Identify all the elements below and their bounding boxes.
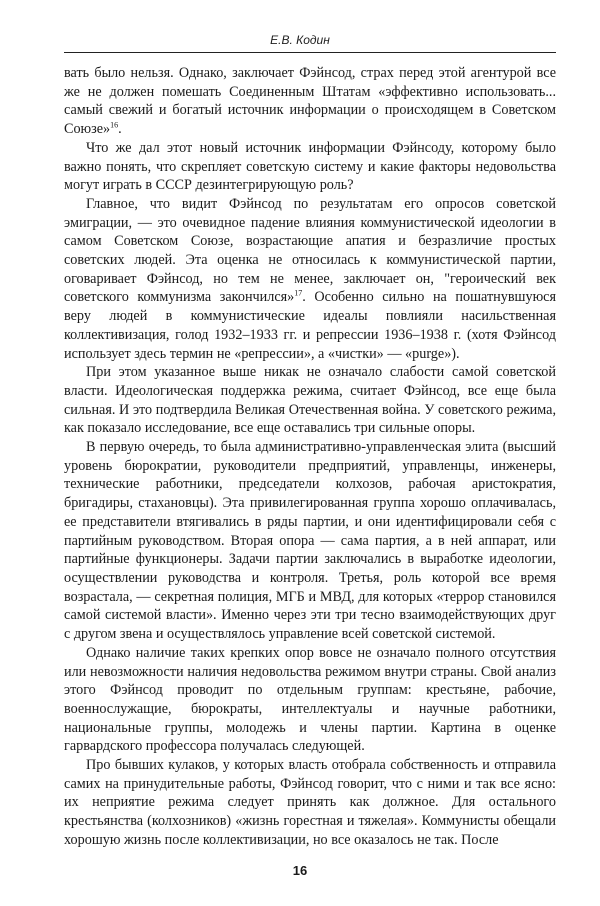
header-rule	[64, 52, 556, 53]
paragraph: Про бывших кулаков, у которых власть отобрала собственность и отправила самих на принудительные работы, Фэйнсод говорит, что с ними и так все ясно: их неприятие режима следует принять как должное. Для остального крестьянства (колхозников) «жизнь горестная и тяжелая». Коммунисты обещали хорошую жизнь после коллективизации, но все оказалось не так. После	[64, 757, 556, 848]
paragraph-text-tail: . Особенно сильно на пошатнувшуюся веру людей в коммунистические идеалы повлияли насильственная коллективизация, голод 1932–1933 гг. и репрессии 1936–1938 г. (хотя Фэйнсод использует здесь термин не «репрессии», а «чистки» — «purge»).	[64, 289, 556, 362]
page-number: 16	[292, 863, 308, 878]
paragraph: В первую очередь, то была административно-управленческая элита (высший уровень бюрократии, руководители предприятий, управленцы, инженеры, технические работники, председатели колхозов, рабочая аристократия, бригадиры, стахановцы). Эта привилегированная группа хорошо оплачивалась, ее представители втягивались в ряды партии, и они идентифицировали себя с партийным руководством. Вторая опора — сама партия, а в ней аппарат, или партийные функционеры. Задачи партии заключались в выработке идеологии, осуществлении руководства и контроля. Третья, роль которой все время возрастала, — секретная полиция, МГБ и МВД, для которых «террор становился самой системой власти». Именно через эти три тесно взаимодействующих друг с другом звена и осуществлялось управление всей советской системой.	[64, 439, 556, 643]
paragraph-text: вать было нельзя. Однако, заключает Фэйнсод, страх перед этой агентурой все же не должен помешать Соединенным Штатам «эффективно использовать... самый свежий и богатый источник информации о происходящем в Советском Союзе»	[64, 65, 556, 138]
paragraph	[64, 195, 556, 363]
paragraph: Что же дал этот новый источник информации Фэйнсоду, которому было важно понять, что скрепляет советскую систему и какие факторы недовольства могут играть в СССР дезинтегрирующую роль?	[64, 139, 556, 194]
paragraph: Однако наличие таких крепких опор вовсе не означало полного отсутствия или невозможности наличия недовольства режимом внутри страны. Свой анализ этого Фэйнсод проводит по отдельным группам: крестьяне, рабочие, военнослужащие, бюрократы, интеллектуалы и научные работники, национальные группы, молодежь и члены партии. Картина в оценке гарвардского профессора получалась следующей.	[64, 644, 556, 755]
footnote-ref: 17	[294, 288, 303, 298]
footnote-ref: 16	[110, 120, 119, 130]
paragraph: При этом указанное выше никак не означало слабости самой советской власти. Идеологическая поддержка режима, считает Фэйнсод, все еще была сильная. И это подтвердила Великая Отечественная война. У советского режима, как показало исследование, все еще оставались три сильные опоры.	[64, 364, 556, 437]
paragraph-text-tail: .	[118, 121, 122, 138]
paragraph-text: Главное, что видит Фэйнсод по результатам его опросов советской эмиграции, — это очевидное падение влияния коммунистической идеологии в самом Советском Союзе, возрастающие апатия и безразличие простых советских людей. Эта оценка не относилась к коммунистической партии, оговаривает Фэйнсод, но тем не менее, заключает он, "героический век советского коммунизма закончился»	[64, 195, 556, 306]
paragraph	[64, 64, 556, 139]
body-text	[64, 64, 556, 850]
running-head: Е.В. Кодин	[270, 33, 330, 47]
